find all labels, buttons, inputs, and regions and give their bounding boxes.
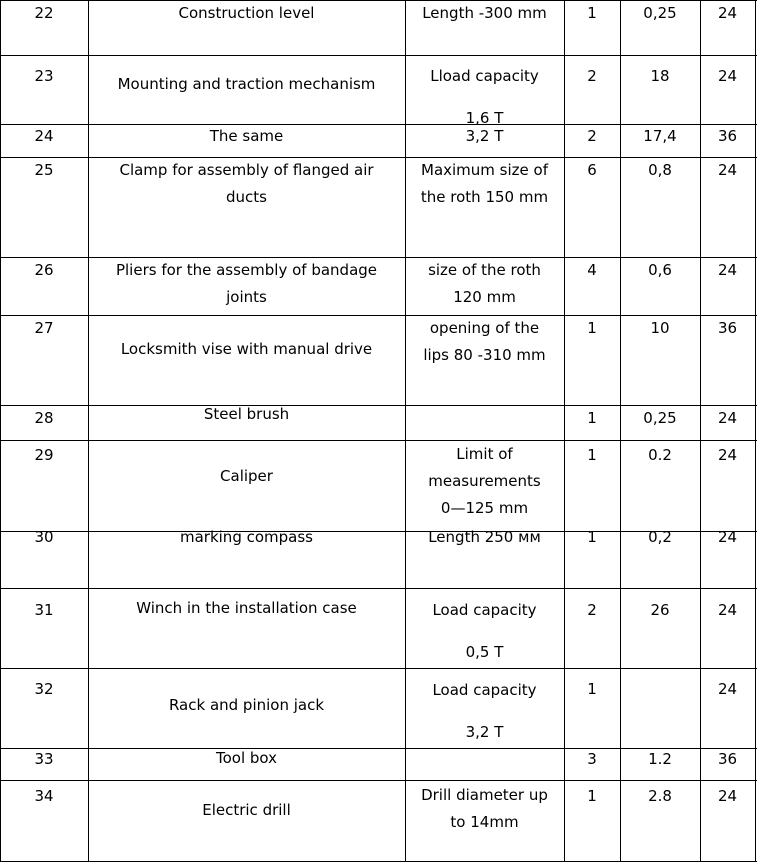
cell-text: 0,2 bbox=[648, 528, 672, 546]
cell-text: 24 bbox=[717, 261, 738, 279]
cell-text: Rack and pinion jack bbox=[168, 696, 325, 714]
table-row bbox=[0, 588, 757, 668]
table-row bbox=[0, 55, 757, 127]
table-row bbox=[0, 405, 757, 440]
cell-qty bbox=[564, 442, 620, 469]
cell-text: 33 bbox=[34, 750, 54, 768]
cell-text: 1 bbox=[587, 446, 597, 464]
cell-text: 24 bbox=[34, 127, 54, 145]
cell-text: 6 bbox=[587, 161, 597, 179]
cell-qty bbox=[564, 524, 620, 551]
cell-text: 32 bbox=[34, 680, 54, 698]
cell-qty bbox=[564, 746, 620, 773]
cell-text: Winch in the installation case bbox=[136, 599, 357, 617]
cell-text: 3,2 T bbox=[465, 127, 504, 145]
cell-num bbox=[0, 0, 88, 27]
cell-name bbox=[88, 63, 405, 105]
cell-text: measurements bbox=[428, 472, 541, 490]
cell-text: 24 bbox=[717, 680, 738, 698]
cell-text: Load capacity bbox=[432, 601, 537, 619]
cell-mass bbox=[620, 123, 700, 150]
cell-name bbox=[88, 524, 405, 551]
cell-text: ducts bbox=[226, 188, 267, 206]
cell-spec bbox=[405, 669, 564, 753]
cell-text: 17,4 bbox=[643, 127, 677, 145]
row-divider bbox=[0, 0, 757, 1]
row-divider bbox=[0, 780, 757, 781]
cell-volt bbox=[700, 668, 755, 710]
cell-qty bbox=[564, 668, 620, 710]
cell-num bbox=[0, 405, 88, 432]
cell-text: 24 bbox=[717, 4, 738, 22]
cell-text: 1 bbox=[587, 680, 597, 698]
cell-text: Construction level bbox=[178, 4, 315, 22]
cell-qty bbox=[564, 123, 620, 150]
row-divider bbox=[0, 257, 757, 258]
cell-name bbox=[88, 336, 405, 363]
cell-text: 36 bbox=[717, 750, 738, 768]
row-divider bbox=[0, 668, 757, 669]
cell-volt bbox=[700, 55, 755, 97]
cell-text: the roth 150 mm bbox=[420, 188, 549, 206]
cell-text: 120 mm bbox=[453, 288, 516, 306]
cell-qty bbox=[564, 405, 620, 432]
cell-num bbox=[0, 442, 88, 469]
cell-text: 26 bbox=[650, 601, 670, 619]
cell-text: Load capacity bbox=[432, 681, 537, 699]
table-row bbox=[0, 257, 757, 315]
row-divider bbox=[0, 55, 757, 56]
cell-mass bbox=[620, 0, 700, 27]
cell-spec bbox=[405, 315, 564, 369]
cell-name bbox=[88, 463, 405, 490]
cell-text: 24 bbox=[717, 528, 738, 546]
cell-mass bbox=[620, 442, 700, 469]
cell-text: 4 bbox=[587, 261, 597, 279]
cell-text: 25 bbox=[34, 161, 54, 179]
cell-text: 24 bbox=[717, 161, 738, 179]
cell-volt bbox=[700, 783, 755, 810]
cell-text: Pliers for the assembly of bandage bbox=[115, 261, 378, 279]
cell-qty bbox=[564, 157, 620, 184]
cell-text: 1 bbox=[587, 319, 597, 337]
cell-name bbox=[88, 257, 405, 311]
cell-mass bbox=[620, 524, 700, 551]
cell-text: 24 bbox=[717, 446, 738, 464]
cell-text: 26 bbox=[34, 261, 54, 279]
cell-num bbox=[0, 55, 88, 97]
cell-name bbox=[88, 745, 405, 772]
cell-text: 10 bbox=[650, 319, 670, 337]
cell-num bbox=[0, 668, 88, 710]
cell-text: 28 bbox=[34, 409, 54, 427]
table-row bbox=[0, 748, 757, 780]
cell-text: 24 bbox=[717, 601, 738, 619]
cell-mass bbox=[620, 55, 700, 97]
cell-text: 1,6 T bbox=[465, 109, 504, 127]
cell-text: 2 bbox=[587, 127, 597, 145]
cell-spec bbox=[405, 257, 564, 311]
cell-spec bbox=[405, 589, 564, 673]
cell-mass bbox=[620, 783, 700, 810]
cell-volt bbox=[700, 442, 755, 469]
cell-num bbox=[0, 257, 88, 284]
cell-text: 34 bbox=[34, 787, 54, 805]
cell-num bbox=[0, 315, 88, 342]
row-divider bbox=[0, 124, 757, 125]
cell-text: to 14mm bbox=[450, 813, 519, 831]
cell-text: 1 bbox=[587, 528, 597, 546]
cell-spec bbox=[405, 0, 564, 27]
cell-mass bbox=[620, 746, 700, 773]
cell-text: 1.2 bbox=[648, 750, 672, 768]
cell-volt bbox=[700, 123, 755, 150]
cell-name bbox=[88, 0, 405, 27]
cell-volt bbox=[700, 524, 755, 551]
table-row bbox=[0, 124, 757, 157]
cell-text: lips 80 -310 mm bbox=[423, 346, 546, 364]
cell-volt bbox=[700, 589, 755, 631]
cell-spec bbox=[405, 123, 564, 150]
cell-text: 3 bbox=[587, 750, 597, 768]
table-row bbox=[0, 315, 757, 405]
cell-text: 24 bbox=[717, 787, 738, 805]
cell-volt bbox=[700, 746, 755, 773]
cell-text: 2 bbox=[587, 67, 597, 85]
table-row bbox=[0, 528, 757, 588]
cell-text: 3,2 T bbox=[465, 723, 504, 741]
cell-text: 0,6 bbox=[648, 261, 672, 279]
row-divider bbox=[0, 748, 757, 749]
cell-text: 1 bbox=[587, 787, 597, 805]
row-divider bbox=[0, 315, 757, 316]
cell-name bbox=[88, 587, 405, 629]
cell-text: 22 bbox=[34, 4, 54, 22]
cell-spec bbox=[405, 524, 564, 551]
cell-text: 0.2 bbox=[648, 446, 672, 464]
cell-text: Steel brush bbox=[203, 405, 290, 423]
cell-text: Length 250 мм bbox=[428, 528, 541, 546]
cell-num bbox=[0, 157, 88, 184]
cell-text: Drill diameter up bbox=[421, 786, 548, 804]
cell-text: 0,8 bbox=[648, 161, 672, 179]
cell-text: 2.8 bbox=[648, 787, 672, 805]
cell-text: The same bbox=[209, 127, 284, 145]
cell-spec bbox=[405, 441, 564, 522]
cell-text: 0—125 mm bbox=[440, 499, 529, 517]
cell-text: 30 bbox=[34, 528, 54, 546]
table-row bbox=[0, 780, 757, 862]
cell-qty bbox=[564, 589, 620, 631]
table-row bbox=[0, 0, 757, 55]
cell-num bbox=[0, 589, 88, 631]
row-divider bbox=[0, 405, 757, 406]
cell-text: 0,25 bbox=[643, 4, 677, 22]
cell-text: 29 bbox=[34, 446, 54, 464]
table-row bbox=[0, 668, 757, 748]
cell-num bbox=[0, 524, 88, 551]
cell-qty bbox=[564, 55, 620, 97]
table-row bbox=[0, 157, 757, 257]
cell-text: 0,5 T bbox=[465, 643, 504, 661]
cell-num bbox=[0, 783, 88, 810]
cell-mass bbox=[620, 589, 700, 631]
cell-text: Mounting and traction mechanism bbox=[117, 75, 376, 93]
cell-text: 36 bbox=[717, 319, 738, 337]
cell-num bbox=[0, 123, 88, 150]
cell-qty bbox=[564, 0, 620, 27]
cell-text: Caliper bbox=[220, 467, 273, 485]
cell-text: joints bbox=[226, 288, 267, 306]
cell-text: 24 bbox=[717, 67, 738, 85]
cell-name bbox=[88, 123, 405, 150]
cell-volt bbox=[700, 315, 755, 342]
cell-text: 1 bbox=[587, 4, 597, 22]
row-divider bbox=[0, 531, 757, 532]
cell-text: Lload capacity bbox=[430, 67, 539, 85]
table-row bbox=[0, 440, 757, 531]
cell-volt bbox=[700, 157, 755, 184]
cell-text: Clamp for assembly of flanged air bbox=[119, 161, 374, 179]
cell-mass bbox=[620, 157, 700, 184]
cell-text: Locksmith vise with manual drive bbox=[120, 340, 373, 358]
row-divider bbox=[0, 157, 757, 158]
cell-text: 18 bbox=[650, 67, 670, 85]
cell-text: 1 bbox=[587, 409, 597, 427]
cell-name bbox=[88, 684, 405, 726]
cell-mass bbox=[620, 315, 700, 342]
cell-text: Tool box bbox=[215, 749, 278, 767]
cell-text: 2 bbox=[587, 601, 597, 619]
cell-qty bbox=[564, 783, 620, 810]
cell-mass bbox=[620, 257, 700, 284]
cell-text: 31 bbox=[34, 601, 54, 619]
cell-name bbox=[88, 157, 405, 211]
cell-text: Maximum size of bbox=[421, 161, 548, 179]
cell-spec bbox=[405, 157, 564, 211]
cell-qty bbox=[564, 315, 620, 342]
cell-text: Limit of bbox=[456, 445, 513, 463]
cell-volt bbox=[700, 0, 755, 27]
cell-name bbox=[88, 797, 405, 824]
cell-mass bbox=[620, 405, 700, 432]
cell-text: opening of the bbox=[429, 319, 540, 337]
cell-spec bbox=[405, 782, 564, 836]
cell-text: 27 bbox=[34, 319, 54, 337]
cell-num bbox=[0, 746, 88, 773]
cell-text: 23 bbox=[34, 67, 54, 85]
cell-text: 24 bbox=[717, 409, 738, 427]
cell-text: Length -300 mm bbox=[422, 4, 547, 22]
cell-text: 36 bbox=[717, 127, 738, 145]
cell-text: 0,25 bbox=[643, 409, 677, 427]
cell-volt bbox=[700, 405, 755, 432]
cell-qty bbox=[564, 257, 620, 284]
cell-text: size of the roth bbox=[428, 261, 541, 279]
row-divider bbox=[0, 588, 757, 589]
cell-text: marking compass bbox=[179, 528, 313, 546]
row-divider bbox=[0, 440, 757, 441]
cell-text: Electric drill bbox=[202, 801, 291, 819]
cell-volt bbox=[700, 257, 755, 284]
